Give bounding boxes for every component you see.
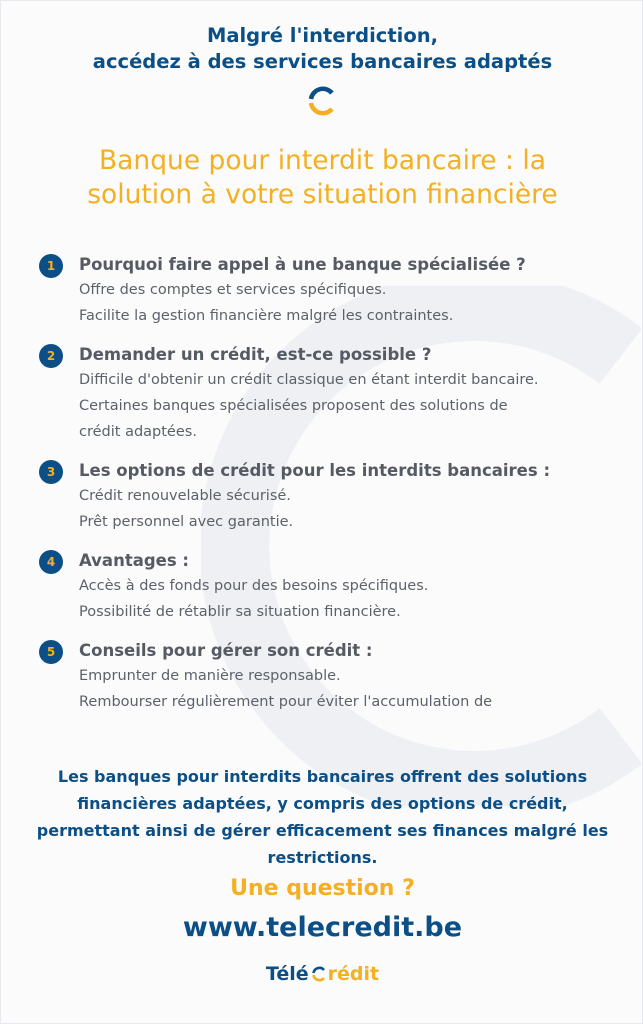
number-badge: 1: [39, 254, 63, 278]
list-item: [39, 459, 629, 535]
summary-line-1: Les banques pour interdits bancaires offrent des solutions: [57, 767, 588, 786]
top-title-line-2: accédez à des services bancaires adaptés: [92, 50, 553, 73]
brand-logo: [1, 959, 643, 989]
list-item: [39, 639, 629, 715]
headline: [21, 144, 624, 212]
item-line: Rembourser régulièrement pour éviter l'accumulation de: [79, 694, 493, 710]
headline-line-2: solution à votre situation financière: [87, 179, 558, 210]
question-heading: Une question ?: [230, 876, 415, 901]
item-line: Facilite la gestion financière malgré les contraintes.: [79, 308, 454, 324]
brand-part-1: Télé: [265, 963, 309, 985]
item-line: Offre des comptes et services spécifiques.: [79, 282, 387, 298]
summary-line-4: restrictions.: [267, 848, 378, 867]
top-title-line-1: Malgré l'interdiction,: [206, 24, 439, 47]
number-badge: 2: [39, 344, 63, 368]
item-title: Pourquoi faire appel à une banque spécialisée ?: [79, 255, 526, 274]
item-title: Avantages :: [79, 551, 190, 570]
item-line: Accès à des fonds pour des besoins spécifiques.: [79, 578, 429, 594]
list-item: [39, 549, 629, 625]
headline-line-1: Banque pour interdit bancaire : la: [98, 145, 546, 176]
item-title: Demander un crédit, est-ce possible ?: [79, 345, 432, 364]
brand-c-icon: [311, 966, 327, 982]
item-line: Crédit renouvelable sécurisé.: [79, 488, 291, 504]
items-list: [39, 253, 629, 729]
item-line: crédit adaptées.: [79, 424, 197, 440]
number-badge: 3: [39, 460, 63, 484]
number-badge: 4: [39, 550, 63, 574]
summary-line-3: permettant ainsi de gérer efficacement ses finances malgré les: [36, 821, 609, 840]
summary-line-2: financières adaptées, y compris des options de crédit,: [77, 794, 568, 813]
top-title: [1, 23, 643, 75]
list-item: [39, 253, 629, 329]
item-title: Les options de crédit pour les interdits bancaires :: [79, 461, 551, 480]
item-line: Possibilité de rétablir sa situation financière.: [79, 604, 401, 620]
telecredit-c-icon: [306, 85, 338, 117]
item-line: Prêt personnel avec garantie.: [79, 514, 294, 530]
brand-part-2: rédit: [327, 963, 380, 985]
summary: [31, 763, 614, 871]
list-item: [39, 343, 629, 445]
item-line: Emprunter de manière responsable.: [79, 668, 341, 684]
item-line: Difficile d'obtenir un crédit classique en étant interdit bancaire.: [79, 372, 539, 388]
item-line: Certaines banques spécialisées proposent des solutions de: [79, 398, 508, 414]
item-title: Conseils pour gérer son crédit :: [79, 641, 373, 660]
website-link[interactable]: www.telecredit.be: [182, 912, 463, 943]
number-badge: 5: [39, 640, 63, 664]
